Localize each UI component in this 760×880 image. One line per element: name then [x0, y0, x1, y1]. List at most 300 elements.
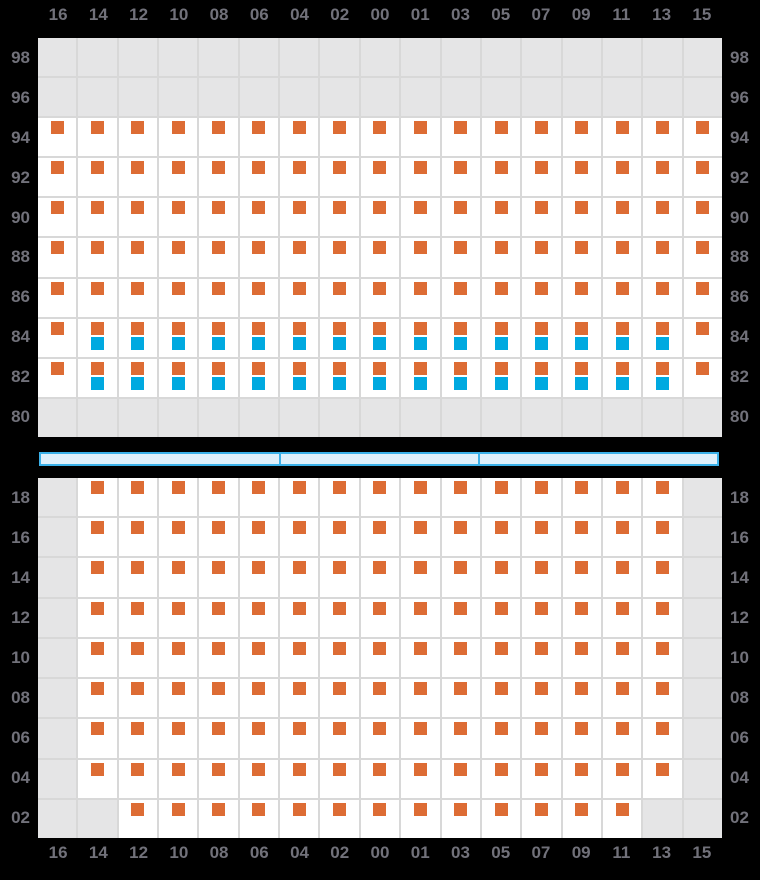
cell-12-10 [159, 599, 197, 637]
orange-marker [656, 602, 669, 615]
cell-08-00 [361, 679, 399, 717]
orange-marker [454, 241, 467, 254]
y-axis-label: 14 [11, 568, 30, 587]
cell-98-16 [38, 38, 76, 76]
orange-marker [414, 241, 427, 254]
orange-marker [212, 282, 225, 295]
orange-marker [252, 722, 265, 735]
y-axis-label: 06 [730, 728, 749, 747]
orange-marker [252, 602, 265, 615]
orange-marker [91, 201, 104, 214]
cell-12-01 [401, 599, 439, 637]
orange-marker [91, 763, 104, 776]
orange-marker [172, 282, 185, 295]
orange-marker [535, 362, 548, 375]
orange-marker [252, 561, 265, 574]
orange-marker [535, 481, 548, 494]
cell-04-00 [361, 760, 399, 798]
orange-marker [414, 561, 427, 574]
cell-88-05 [482, 238, 520, 276]
cell-86-03 [442, 279, 480, 317]
orange-marker [535, 322, 548, 335]
cell-90-13 [643, 198, 681, 236]
orange-marker [212, 121, 225, 134]
orange-marker [172, 722, 185, 735]
cell-18-16 [38, 478, 76, 516]
cell-80-12 [119, 399, 157, 437]
y-axis-label: 90 [730, 207, 749, 227]
orange-marker [575, 241, 588, 254]
cell-06-15 [684, 719, 722, 757]
cell-86-05 [482, 279, 520, 317]
blue-marker [212, 377, 225, 390]
orange-marker [252, 282, 265, 295]
orange-marker [616, 682, 629, 695]
cell-02-04 [280, 800, 318, 838]
orange-marker [616, 642, 629, 655]
orange-marker [373, 602, 386, 615]
x-axis-label: 07 [531, 5, 551, 24]
cell-90-04 [280, 198, 318, 236]
cell-02-05 [482, 800, 520, 838]
x-axis-label: 08 [209, 5, 229, 24]
cell-80-07 [522, 399, 560, 437]
cell-90-00 [361, 198, 399, 236]
orange-marker [91, 642, 104, 655]
orange-marker [454, 803, 467, 816]
cell-94-14 [78, 118, 116, 156]
orange-marker [252, 642, 265, 655]
orange-marker [495, 282, 508, 295]
orange-marker [616, 561, 629, 574]
cell-16-07 [522, 518, 560, 556]
cell-90-02 [320, 198, 358, 236]
cell-90-11 [603, 198, 641, 236]
cell-06-00 [361, 719, 399, 757]
orange-marker [656, 282, 669, 295]
cell-10-09 [563, 639, 601, 677]
orange-marker [252, 161, 265, 174]
cell-98-12 [119, 38, 157, 76]
cell-14-09 [563, 558, 601, 596]
orange-marker [696, 362, 709, 375]
cell-80-06 [240, 399, 278, 437]
orange-marker [373, 722, 386, 735]
orange-marker [495, 161, 508, 174]
orange-marker [293, 362, 306, 375]
cell-98-01 [401, 38, 439, 76]
cell-04-15 [684, 760, 722, 798]
cell-96-02 [320, 78, 358, 116]
cell-16-12 [119, 518, 157, 556]
orange-marker [454, 722, 467, 735]
orange-marker [575, 803, 588, 816]
cell-14-14 [78, 558, 116, 596]
cell-90-14 [78, 198, 116, 236]
orange-marker [91, 161, 104, 174]
orange-marker [696, 322, 709, 335]
cell-94-06 [240, 118, 278, 156]
cell-88-15 [684, 238, 722, 276]
orange-marker [91, 521, 104, 534]
cell-14-13 [643, 558, 681, 596]
orange-marker [656, 722, 669, 735]
cell-08-09 [563, 679, 601, 717]
y-axis-label: 12 [11, 608, 30, 627]
cell-88-14 [78, 238, 116, 276]
blue-marker [616, 377, 629, 390]
cell-16-09 [563, 518, 601, 556]
cell-94-04 [280, 118, 318, 156]
orange-marker [91, 481, 104, 494]
orange-marker [535, 561, 548, 574]
y-axis-label: 98 [730, 47, 749, 67]
orange-marker [212, 322, 225, 335]
orange-marker [131, 322, 144, 335]
cell-92-01 [401, 158, 439, 196]
orange-marker [575, 602, 588, 615]
cell-08-04 [280, 679, 318, 717]
cell-06-04 [280, 719, 318, 757]
orange-marker [495, 642, 508, 655]
blue-marker [454, 377, 467, 390]
cell-10-05 [482, 639, 520, 677]
cell-84-01 [401, 319, 439, 357]
cell-10-12 [119, 639, 157, 677]
slider-segment-2[interactable] [281, 454, 478, 464]
cell-14-15 [684, 558, 722, 596]
orange-marker [293, 803, 306, 816]
cell-92-08 [199, 158, 237, 196]
cell-92-14 [78, 158, 116, 196]
cell-14-05 [482, 558, 520, 596]
cell-82-16 [38, 359, 76, 397]
orange-marker [495, 561, 508, 574]
top-left-y-axis [0, 38, 34, 437]
cell-18-02 [320, 478, 358, 516]
cell-06-03 [442, 719, 480, 757]
orange-marker [656, 682, 669, 695]
orange-marker [131, 161, 144, 174]
cell-96-16 [38, 78, 76, 116]
cell-96-11 [603, 78, 641, 116]
cell-12-15 [684, 599, 722, 637]
orange-marker [414, 481, 427, 494]
cell-88-12 [119, 238, 157, 276]
y-axis-label: 06 [11, 728, 30, 747]
cell-04-06 [240, 760, 278, 798]
cell-06-14 [78, 719, 116, 757]
orange-marker [293, 201, 306, 214]
cell-14-11 [603, 558, 641, 596]
orange-marker [696, 241, 709, 254]
cell-12-09 [563, 599, 601, 637]
cell-96-07 [522, 78, 560, 116]
cell-82-15 [684, 359, 722, 397]
orange-marker [616, 521, 629, 534]
cell-80-16 [38, 399, 76, 437]
cell-02-14 [78, 800, 116, 838]
cell-86-11 [603, 279, 641, 317]
cell-80-05 [482, 399, 520, 437]
orange-marker [293, 121, 306, 134]
cell-82-08 [199, 359, 237, 397]
cell-14-02 [320, 558, 358, 596]
orange-marker [414, 121, 427, 134]
orange-marker [212, 722, 225, 735]
cell-04-13 [643, 760, 681, 798]
orange-marker [373, 642, 386, 655]
cell-90-06 [240, 198, 278, 236]
cell-06-02 [320, 719, 358, 757]
cell-08-15 [684, 679, 722, 717]
cell-92-02 [320, 158, 358, 196]
orange-marker [172, 241, 185, 254]
orange-marker [131, 803, 144, 816]
orange-marker [373, 201, 386, 214]
cell-98-15 [684, 38, 722, 76]
orange-marker [454, 521, 467, 534]
orange-marker [172, 602, 185, 615]
cell-92-00 [361, 158, 399, 196]
cell-12-12 [119, 599, 157, 637]
cell-94-13 [643, 118, 681, 156]
cell-02-06 [240, 800, 278, 838]
cell-98-03 [442, 38, 480, 76]
cell-04-01 [401, 760, 439, 798]
cell-80-13 [643, 399, 681, 437]
y-axis-label: 82 [730, 367, 749, 387]
orange-marker [172, 161, 185, 174]
orange-marker [696, 121, 709, 134]
cell-98-11 [603, 38, 641, 76]
cell-84-13 [643, 319, 681, 357]
orange-marker [656, 362, 669, 375]
orange-marker [51, 282, 64, 295]
orange-marker [172, 803, 185, 816]
cell-96-04 [280, 78, 318, 116]
orange-marker [91, 602, 104, 615]
cell-08-10 [159, 679, 197, 717]
cell-06-12 [119, 719, 157, 757]
orange-marker [373, 322, 386, 335]
slider-segment-1[interactable] [41, 454, 279, 464]
cell-84-10 [159, 319, 197, 357]
cell-98-00 [361, 38, 399, 76]
orange-marker [91, 322, 104, 335]
cell-92-07 [522, 158, 560, 196]
orange-marker [414, 682, 427, 695]
orange-marker [535, 521, 548, 534]
blue-marker [131, 337, 144, 350]
orange-marker [333, 763, 346, 776]
y-axis-label: 88 [11, 247, 30, 267]
orange-marker [656, 121, 669, 134]
x-axis-label: 05 [491, 5, 511, 24]
cell-10-01 [401, 639, 439, 677]
orange-marker [293, 322, 306, 335]
cell-98-07 [522, 38, 560, 76]
orange-marker [212, 602, 225, 615]
orange-marker [454, 561, 467, 574]
cell-82-06 [240, 359, 278, 397]
cell-82-12 [119, 359, 157, 397]
cell-90-05 [482, 198, 520, 236]
cell-10-16 [38, 639, 76, 677]
cell-98-09 [563, 38, 601, 76]
orange-marker [172, 561, 185, 574]
cell-94-05 [482, 118, 520, 156]
cell-08-03 [442, 679, 480, 717]
cell-86-14 [78, 279, 116, 317]
cell-88-02 [320, 238, 358, 276]
y-axis-label: 92 [730, 167, 749, 187]
cell-90-08 [199, 198, 237, 236]
cell-88-10 [159, 238, 197, 276]
orange-marker [495, 362, 508, 375]
orange-marker [131, 121, 144, 134]
orange-marker [495, 521, 508, 534]
blue-marker [575, 377, 588, 390]
orange-marker [51, 362, 64, 375]
orange-marker [656, 521, 669, 534]
cell-02-11 [603, 800, 641, 838]
cell-10-06 [240, 639, 278, 677]
orange-marker [373, 481, 386, 494]
cell-96-10 [159, 78, 197, 116]
orange-marker [495, 241, 508, 254]
orange-marker [293, 642, 306, 655]
orange-marker [454, 282, 467, 295]
orange-marker [454, 481, 467, 494]
cell-06-10 [159, 719, 197, 757]
orange-marker [212, 161, 225, 174]
orange-marker [333, 481, 346, 494]
orange-marker [51, 322, 64, 335]
orange-marker [414, 201, 427, 214]
orange-marker [535, 763, 548, 776]
orange-marker [495, 121, 508, 134]
cell-82-11 [603, 359, 641, 397]
cell-12-08 [199, 599, 237, 637]
orange-marker [333, 642, 346, 655]
orange-marker [575, 561, 588, 574]
orange-marker [454, 362, 467, 375]
orange-marker [616, 322, 629, 335]
y-axis-label: 88 [730, 247, 749, 267]
orange-marker [252, 121, 265, 134]
orange-marker [696, 161, 709, 174]
cell-16-11 [603, 518, 641, 556]
orange-marker [373, 362, 386, 375]
orange-marker [616, 282, 629, 295]
cell-16-04 [280, 518, 318, 556]
orange-marker [575, 322, 588, 335]
slider-segment-3[interactable] [480, 454, 717, 464]
cell-08-08 [199, 679, 237, 717]
orange-marker [495, 201, 508, 214]
x-axis-label: 07 [531, 843, 551, 862]
x-axis-label: 00 [370, 843, 390, 862]
orange-marker [575, 161, 588, 174]
orange-marker [333, 121, 346, 134]
blue-marker [373, 377, 386, 390]
cell-84-04 [280, 319, 318, 357]
cell-92-04 [280, 158, 318, 196]
cell-80-02 [320, 399, 358, 437]
cell-80-10 [159, 399, 197, 437]
orange-marker [131, 282, 144, 295]
blue-marker [172, 337, 185, 350]
y-axis-label: 94 [730, 127, 749, 147]
cell-04-04 [280, 760, 318, 798]
x-axis-label: 06 [249, 843, 269, 862]
orange-marker [51, 121, 64, 134]
cell-14-04 [280, 558, 318, 596]
orange-marker [656, 322, 669, 335]
y-axis-label: 12 [730, 608, 749, 627]
cell-94-10 [159, 118, 197, 156]
cell-02-09 [563, 800, 601, 838]
cell-04-09 [563, 760, 601, 798]
orange-marker [414, 322, 427, 335]
orange-marker [172, 682, 185, 695]
cell-90-09 [563, 198, 601, 236]
cell-10-00 [361, 639, 399, 677]
cell-86-08 [199, 279, 237, 317]
orange-marker [656, 561, 669, 574]
cell-88-08 [199, 238, 237, 276]
cell-80-04 [280, 399, 318, 437]
cell-82-10 [159, 359, 197, 397]
orange-marker [252, 362, 265, 375]
cell-96-14 [78, 78, 116, 116]
cell-12-05 [482, 599, 520, 637]
x-axis-label: 03 [451, 5, 470, 24]
orange-marker [333, 561, 346, 574]
orange-marker [495, 722, 508, 735]
orange-marker [454, 682, 467, 695]
cell-94-12 [119, 118, 157, 156]
cell-14-12 [119, 558, 157, 596]
cell-16-13 [643, 518, 681, 556]
orange-marker [131, 763, 144, 776]
cell-16-02 [320, 518, 358, 556]
cell-80-11 [603, 399, 641, 437]
orange-marker [212, 481, 225, 494]
cell-08-06 [240, 679, 278, 717]
orange-marker [172, 642, 185, 655]
orange-marker [51, 201, 64, 214]
cell-14-06 [240, 558, 278, 596]
y-axis-label: 14 [730, 568, 749, 587]
x-axis-label: 00 [370, 5, 390, 24]
orange-marker [212, 561, 225, 574]
blue-marker [616, 337, 629, 350]
orange-marker [616, 362, 629, 375]
orange-marker [293, 521, 306, 534]
orange-marker [575, 763, 588, 776]
orange-marker [373, 282, 386, 295]
orange-marker [212, 642, 225, 655]
blue-marker [414, 337, 427, 350]
x-axis-label: 15 [692, 843, 712, 862]
orange-marker [131, 241, 144, 254]
orange-marker [575, 722, 588, 735]
range-slider[interactable] [39, 452, 719, 466]
cell-98-10 [159, 38, 197, 76]
cell-92-12 [119, 158, 157, 196]
